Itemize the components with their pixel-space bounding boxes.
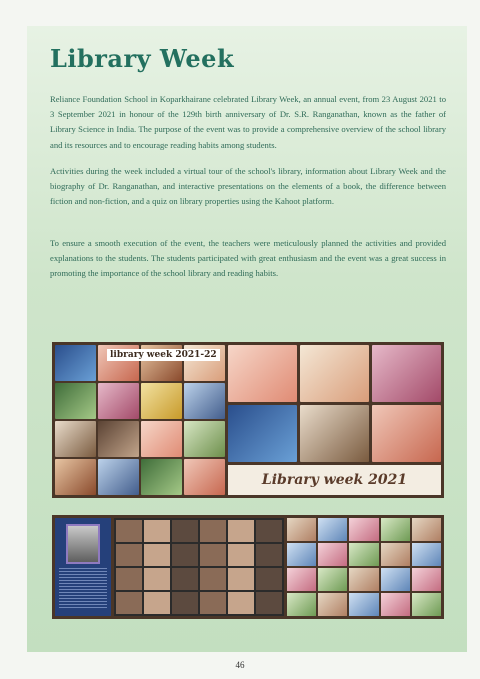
- photo-tile: [98, 421, 139, 457]
- photo-tile: [141, 421, 182, 457]
- video-tile: [200, 592, 226, 614]
- photo-tile: [228, 345, 297, 402]
- photo-tile: [287, 593, 316, 616]
- photo-tile: [412, 593, 441, 616]
- photo-tile: [349, 568, 378, 591]
- video-tile: [200, 520, 226, 542]
- photo-tile: [300, 345, 369, 402]
- photo-tile: [55, 345, 96, 381]
- video-call-grid: [114, 518, 284, 616]
- photo-tile: [381, 518, 410, 541]
- video-tile: [116, 520, 142, 542]
- ranganathan-info-poster: [55, 518, 111, 616]
- photo-tile: [318, 518, 347, 541]
- photo-tile: [349, 518, 378, 541]
- online-session-collage: [52, 515, 444, 619]
- photo-tile: [55, 383, 96, 419]
- collage-right-grid: [228, 345, 441, 495]
- photo-tile: [318, 568, 347, 591]
- photo-tile: [141, 459, 182, 495]
- photo-tile: [287, 543, 316, 566]
- student-activity-photos: [287, 518, 441, 616]
- library-week-photo-collage: [52, 342, 444, 498]
- video-tile: [172, 568, 198, 590]
- photo-tile: [55, 459, 96, 495]
- video-tile: [228, 592, 254, 614]
- photo-tile: [55, 421, 96, 457]
- photo-tile: [412, 568, 441, 591]
- photo-tile: [372, 405, 441, 462]
- paragraph-activities: Activities during the week included a virtual tour of the school's library, information about Library Week and the biography of Dr. Ranganathan, and interactive presentations on the elements of a book, the difference between fiction and non-fiction, and a quiz on library properties using the Kahoot platform.: [50, 166, 446, 207]
- video-tile: [228, 568, 254, 590]
- photo-tile: [372, 345, 441, 402]
- photo-tile: [300, 405, 369, 462]
- video-tile: [144, 592, 170, 614]
- photo-tile: [412, 543, 441, 566]
- photo-tile: [349, 593, 378, 616]
- video-tile: [116, 544, 142, 566]
- poster-text-lines: [59, 568, 107, 610]
- collage-left-grid: [55, 345, 225, 495]
- photo-tile: [98, 383, 139, 419]
- video-tile: [256, 520, 282, 542]
- video-tile: [228, 544, 254, 566]
- paragraph-execution: To ensure a smooth execution of the event, the teachers were meticulously planned the activities and provided explanations to the students. The students participated with great enthusiasm and the event was a great success in promoting the importance of the school library and reading habits.: [50, 238, 446, 279]
- article-title: Library Week: [50, 44, 235, 73]
- photo-tile: [349, 543, 378, 566]
- video-tile: [116, 568, 142, 590]
- photo-tile: [184, 421, 225, 457]
- portrait-image: [66, 524, 100, 564]
- video-tile: [116, 592, 142, 614]
- video-tile: [200, 568, 226, 590]
- photo-tile: [318, 543, 347, 566]
- page-number: 46: [235, 660, 245, 670]
- video-tile: [172, 544, 198, 566]
- video-tile: [256, 544, 282, 566]
- photo-tile: [228, 405, 297, 462]
- photo-tile: [287, 568, 316, 591]
- video-tile: [228, 520, 254, 542]
- video-tile: [144, 544, 170, 566]
- video-tile: [256, 592, 282, 614]
- photo-tile: [412, 518, 441, 541]
- photo-tile: [184, 383, 225, 419]
- video-tile: [172, 592, 198, 614]
- collage-header-label: library week 2021-22: [107, 349, 220, 361]
- video-tile: [144, 568, 170, 590]
- video-tile: [256, 568, 282, 590]
- collage-caption: Library week 2021: [228, 465, 441, 495]
- photo-tile: [141, 383, 182, 419]
- photo-tile: [318, 593, 347, 616]
- photo-tile: [98, 459, 139, 495]
- photo-tile: [184, 459, 225, 495]
- photo-tile: [287, 518, 316, 541]
- photo-tile: [381, 543, 410, 566]
- paragraph-intro: Reliance Foundation School in Koparkhairane celebrated Library Week, an annual event, from 23 August 2021 to 3 September 2021 in honour of the 129th birth anniversary of Dr. S.R. Ranganathan, known as the father of Library Science in India. The purpose of the event was to provide a comprehensive overview of the school library and its resources and to encourage reading habits among students.: [50, 94, 446, 150]
- video-tile: [144, 520, 170, 542]
- video-tile: [172, 520, 198, 542]
- video-tile: [200, 544, 226, 566]
- photo-tile: [381, 568, 410, 591]
- photo-tile: [381, 593, 410, 616]
